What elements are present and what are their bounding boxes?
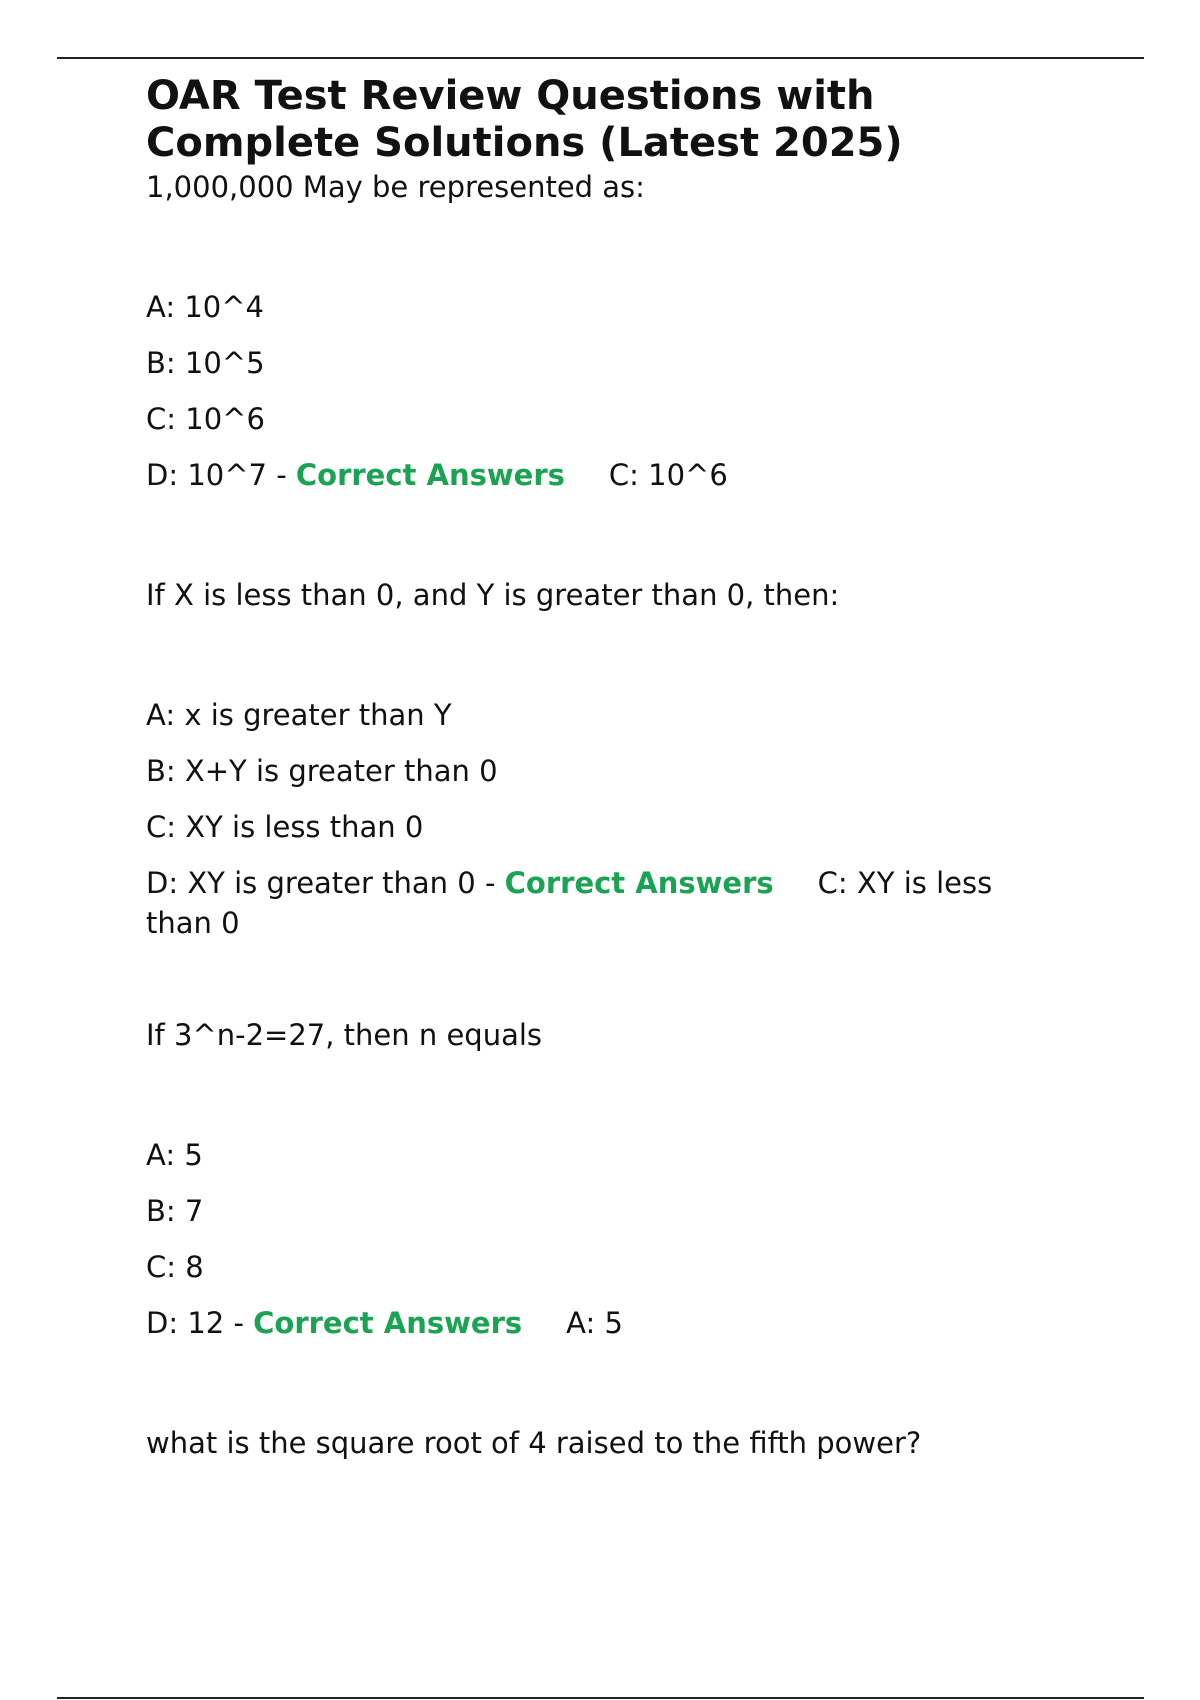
correct-answer: C: 10^6 (608, 458, 728, 492)
correct-answers-label: Correct Answers (253, 1306, 523, 1340)
option-a: A: 5 (146, 1138, 203, 1172)
question-4 (146, 1423, 1066, 1463)
option-d-with-answer (146, 447, 1066, 503)
option-d-with-answer (146, 855, 1066, 943)
option-c: C: 10^6 (146, 402, 265, 436)
option-b: B: 7 (146, 1194, 204, 1228)
option-c: C: 8 (146, 1250, 204, 1284)
question-text: If X is less than 0, and Y is greater than 0, then: (146, 578, 840, 612)
title-line-1: OAR Test Review Questions with (146, 73, 875, 119)
question-text: what is the square root of 4 raised to the fifth power? (146, 1426, 922, 1460)
question-text: If 3^n-2=27, then n equals (146, 1018, 543, 1052)
option-b: B: X+Y is greater than 0 (146, 754, 498, 788)
option-a: A: 10^4 (146, 290, 264, 324)
question-1 (146, 167, 1066, 503)
correct-answer: C: XY is less than 0 (146, 866, 993, 940)
option-d-with-answer (146, 1295, 1066, 1351)
option-b: B: 10^5 (146, 346, 265, 380)
correct-answer: A: 5 (566, 1306, 623, 1340)
top-rule (57, 57, 1144, 59)
document-body (146, 73, 1066, 1463)
option-a: A: x is greater than Y (146, 698, 452, 732)
bottom-rule (57, 1697, 1144, 1699)
option-d: D: XY is greater than 0 - (146, 866, 496, 900)
option-d: D: 12 - (146, 1306, 244, 1340)
title-line-2: Complete Solutions (Latest 2025) (146, 120, 903, 166)
question-2 (146, 575, 1066, 943)
question-text: 1,000,000 May be represented as: (146, 170, 645, 204)
question-3 (146, 1015, 1066, 1351)
correct-answers-label: Correct Answers (504, 866, 774, 900)
option-c: C: XY is less than 0 (146, 810, 424, 844)
option-d: D: 10^7 - (146, 458, 287, 492)
correct-answers-label: Correct Answers (295, 458, 565, 492)
document-title (146, 73, 1066, 167)
